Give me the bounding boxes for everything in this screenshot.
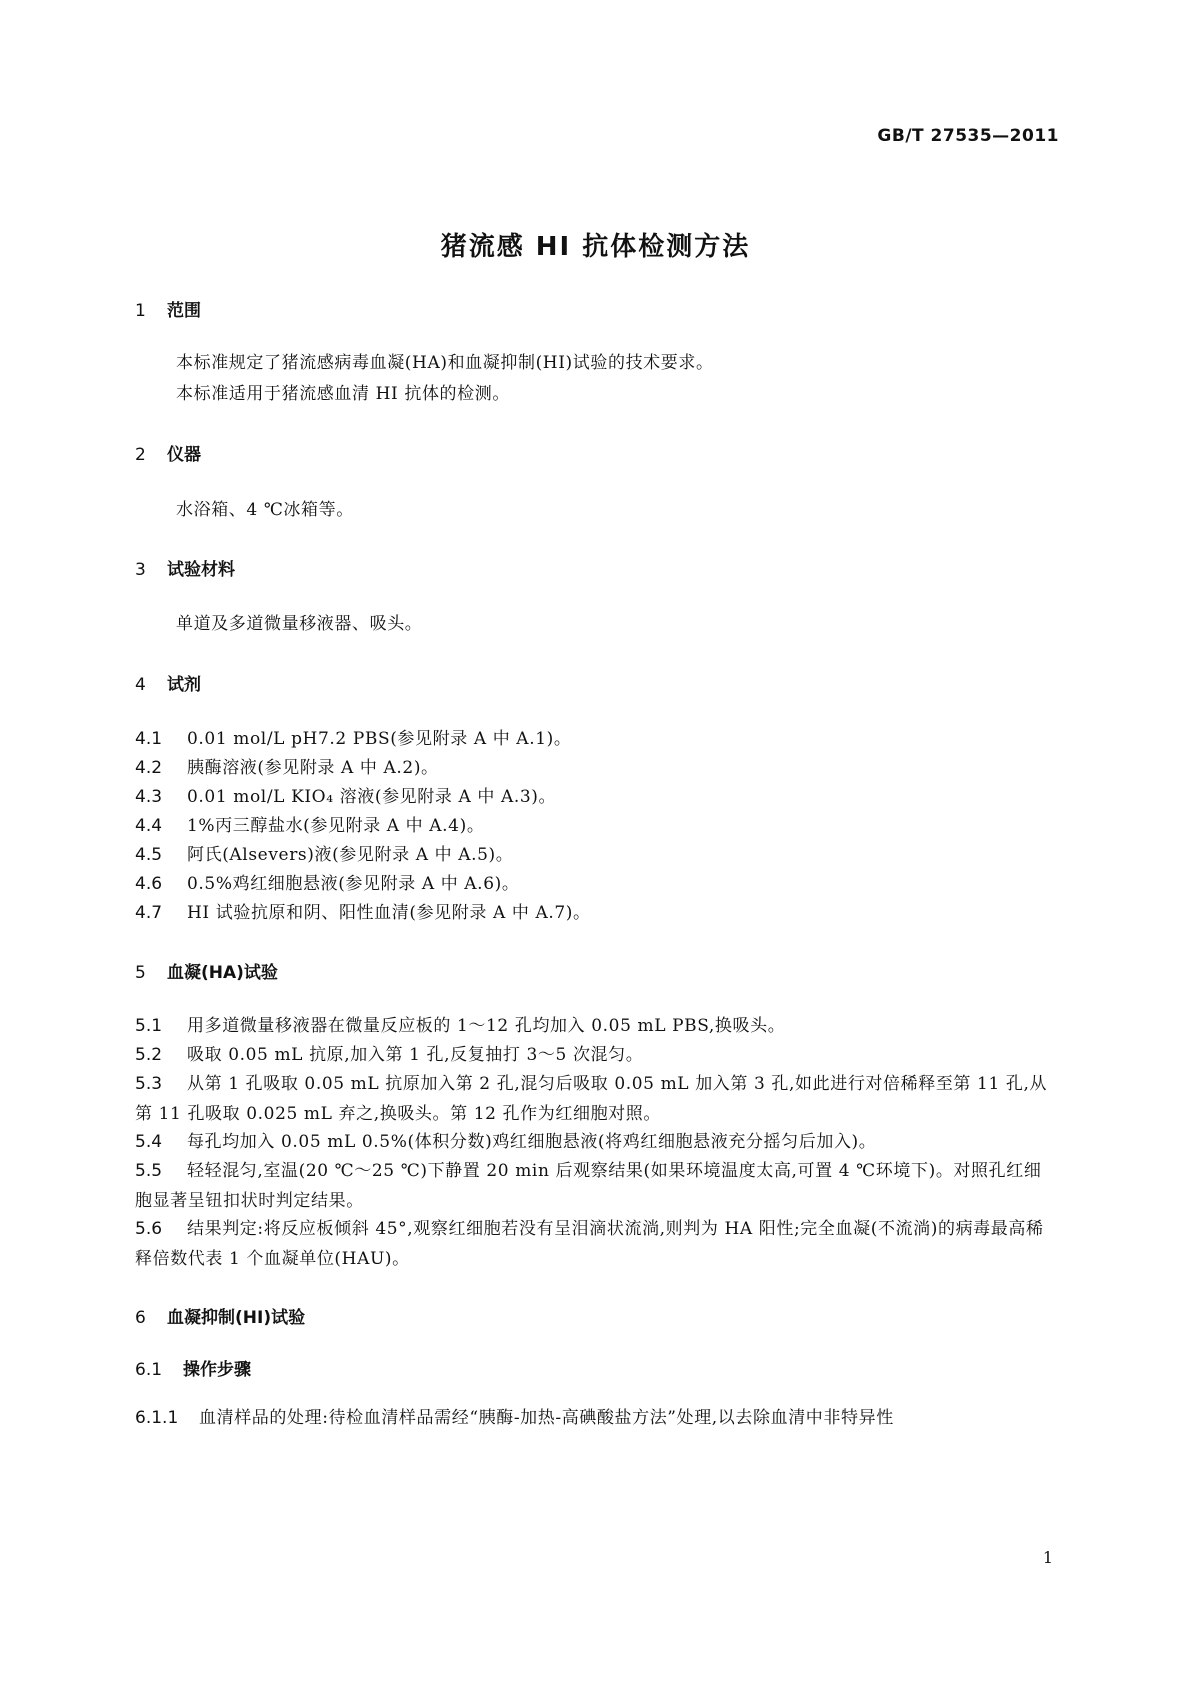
item-number: 5.4 [135, 1132, 163, 1152]
section-title: 范围 [167, 301, 201, 321]
section-title: 仪器 [167, 445, 201, 465]
item-number: 5.2 [135, 1045, 163, 1065]
section-number: 2 [135, 445, 146, 465]
item-text: 从第 1 孔吸取 0.05 mL 抗原加入第 2 孔,混匀后吸取 0.05 mL 加入第 3 孔,如此进行对倍稀释至第 11 孔,从第 11 孔吸取 0.025 mL 弃之,换吸头。第 12 孔作为红细胞对照。 [135, 1074, 1048, 1124]
item-text: 轻轻混匀,室温(20 ℃～25 ℃)下静置 20 min 后观察结果(如果环境温度太高,可置 4 ℃环境下)。对照孔红细胞显著呈钮扣状时判定结果。 [135, 1161, 1042, 1211]
section-number: 4 [135, 675, 146, 695]
list-item [135, 1214, 1059, 1274]
item-text: 血清样品的处理:待检血清样品需经“胰酶-加热-高碘酸盐方法”处理,以去除血清中非特异性 [199, 1408, 894, 1428]
item-text: 1%丙三醇盐水(参见附录 A 中 A.4)。 [187, 816, 485, 836]
standard-code: GB/T 27535—2011 [877, 126, 1059, 146]
item-text: 阿氏(Alsevers)液(参见附录 A 中 A.5)。 [187, 845, 514, 865]
subsection-6-1-heading [135, 1355, 251, 1380]
item-text: 结果判定:将反应板倾斜 45°,观察红细胞若没有呈泪滴状流淌,则判为 HA 阳性;完全血凝(不流淌)的病毒最高稀释倍数代表 1 个血凝单位(HAU)。 [135, 1219, 1044, 1269]
item-number: 5.5 [135, 1161, 163, 1181]
section-title: 血凝(HA)试验 [167, 963, 278, 983]
subsection-title: 操作步骤 [183, 1360, 251, 1380]
subsection-number: 6.1 [135, 1360, 163, 1380]
list-item [135, 753, 1059, 783]
section-title: 试剂 [167, 675, 201, 695]
list-item [135, 811, 1059, 841]
item-text: 吸取 0.05 mL 抗原,加入第 1 孔,反复抽打 3～5 次混匀。 [187, 1045, 644, 1065]
paragraph: 单道及多道微量移液器、吸头。 [176, 614, 423, 634]
item-text: 0.5%鸡红细胞悬液(参见附录 A 中 A.6)。 [187, 874, 520, 894]
page-number: 1 [1042, 1548, 1053, 1567]
list-item [135, 1156, 1059, 1216]
list-item [135, 1127, 1059, 1157]
paragraph: 水浴箱、4 ℃冰箱等。 [176, 500, 354, 520]
section-title: 试验材料 [167, 560, 235, 580]
paragraph: 本标准适用于猪流感血清 HI 抗体的检测。 [176, 384, 510, 404]
item-text: 用多道微量移液器在微量反应板的 1～12 孔均加入 0.05 mL PBS,换吸头。 [187, 1016, 786, 1036]
section-1-heading [135, 296, 201, 321]
item-number: 4.6 [135, 874, 163, 894]
list-item [135, 724, 1059, 754]
section-5-heading [135, 958, 278, 983]
list-item [135, 1040, 1059, 1070]
document-title: 猪流感 HI 抗体检测方法 [440, 232, 751, 262]
list-item [135, 1069, 1059, 1129]
item-text: 每孔均加入 0.05 mL 0.5%(体积分数)鸡红细胞悬液(将鸡红细胞悬液充分摇匀后加入)。 [187, 1132, 877, 1152]
item-number: 4.2 [135, 758, 163, 778]
item-number: 5.1 [135, 1016, 163, 1036]
section-number: 5 [135, 963, 146, 983]
item-text: HI 试验抗原和阴、阳性血清(参见附录 A 中 A.7)。 [187, 903, 591, 923]
item-number: 5.6 [135, 1219, 163, 1239]
section-number: 1 [135, 301, 146, 321]
item-text: 0.01 mol/L pH7.2 PBS(参见附录 A 中 A.1)。 [187, 729, 572, 749]
item-number: 5.3 [135, 1074, 163, 1094]
item-text: 胰酶溶液(参见附录 A 中 A.2)。 [187, 758, 439, 778]
item-number: 4.1 [135, 729, 163, 749]
item-number: 4.7 [135, 903, 163, 923]
list-item [135, 1011, 1059, 1041]
item-number: 4.4 [135, 816, 163, 836]
section-6-heading [135, 1303, 305, 1328]
item-number: 4.3 [135, 787, 163, 807]
section-number: 6 [135, 1308, 146, 1328]
section-title: 血凝抑制(HI)试验 [167, 1308, 306, 1328]
section-number: 3 [135, 560, 146, 580]
item-text: 0.01 mol/L KIO₄ 溶液(参见附录 A 中 A.3)。 [187, 787, 557, 807]
list-item [135, 782, 1059, 812]
list-item [135, 869, 1059, 899]
section-4-heading [135, 670, 201, 695]
list-item [135, 1403, 1059, 1433]
section-2-heading [135, 440, 201, 465]
paragraph: 本标准规定了猪流感病毒血凝(HA)和血凝抑制(HI)试验的技术要求。 [176, 353, 714, 373]
list-item [135, 898, 1059, 928]
item-number: 4.5 [135, 845, 163, 865]
list-item [135, 840, 1059, 870]
section-3-heading [135, 555, 235, 580]
item-number: 6.1.1 [135, 1408, 179, 1428]
